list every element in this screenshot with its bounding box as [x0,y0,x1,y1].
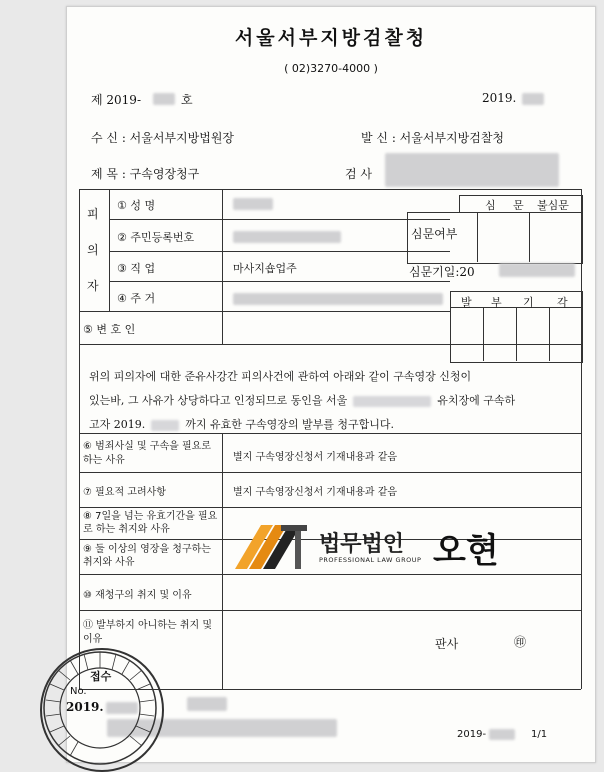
suspect-side-label-3: 자 [87,279,99,293]
redacted-stamp-date [106,702,138,714]
footer-page: 1/1 [531,729,548,740]
request-line-3-start: 고자 2019. [89,418,146,431]
redacted-hearing-date [499,263,575,277]
issue-header-3: 기 [523,296,534,309]
doc-number-suffix: 호 [181,93,193,107]
redacted-rrn [233,231,341,243]
redacted-footer-number [489,729,515,740]
firm-subtitle: PROFESSIONAL LAW GROUP [319,556,422,564]
agency-title: 서울서부지방검찰청 [234,27,428,49]
stamp-no-label: No. [70,686,87,697]
redacted-doc-number [153,93,175,105]
hearing-date-label: 심문기일:20 [409,265,475,279]
issue-header-2: 부 [491,296,502,309]
row-label-job: ③ 직 업 [117,262,156,275]
hearing-header-2: 문 [513,199,524,212]
suspect-side-label-2: 의 [87,243,99,257]
row-label-name: ① 성 명 [117,199,156,212]
receipt-stamp [40,648,164,772]
redacted-expiry-date [151,420,179,431]
suspect-side-label-1: 피 [87,207,99,221]
redacted-name [233,198,273,210]
recipient: 수 신 : 서울서부지방법원장 [91,131,234,145]
doc-date: 2019. [482,91,517,105]
lawyer-label: ⑤ 변 호 인 [83,323,136,336]
reason-label-9: ⑨ 둘 이상의 영장을 청구하는 취지와 사유 [83,544,211,568]
request-line-2-end: 유치장에 구속하 [437,394,516,407]
row-label-rrn: ② 주민등록번호 [117,231,195,244]
firm-name: 법무법인 [319,532,405,557]
job-value: 마사지숍업주 [233,262,297,275]
hearing-header-3: 불심문 [537,199,569,212]
request-line-3-end: 까지 유효한 구속영장의 발부를 청구합니다. [185,418,394,431]
footer-number: 2019- [457,729,487,740]
issue-header-1: 발 [461,296,472,309]
reason-label-11: ⑪ 발부하지 아니하는 취지 및 이유 [83,620,212,645]
reason-label-7: ⑦ 필요적 고려사항 [83,487,166,498]
reason-value-7: 별지 구속영장신청서 기재내용과 같음 [233,487,398,498]
redacted-date [522,93,544,105]
doc-number-prefix: 제 2019- [91,93,142,107]
redacted-police-station [353,396,431,407]
redacted-address [233,293,443,305]
judge-seal-mark: ㊞ [514,635,527,649]
stamp-year: 2019. [66,700,104,714]
row-label-address: ④ 주 거 [117,292,156,305]
request-paragraph [89,365,589,437]
stamp-label: 접수 [90,670,112,683]
judge-label: 판사 [435,637,459,651]
issue-header-4: 각 [557,296,568,309]
reason-label-10: ⑩ 재청구의 취지 및 이유 [83,590,192,601]
reason-value-6: 별지 구속영장신청서 기재내용과 같음 [233,452,398,463]
sender: 발 신 : 서울서부지방검찰청 [361,131,504,145]
reason-label-8: ⑧ 7일을 넘는 유효기간을 필요로 하는 취지와 사유 [83,511,218,535]
redacted-prosecutor-name [385,153,559,187]
redacted-footer-1 [187,697,227,711]
reason-label-6: ⑥ 범죄사실 및 구속을 필요로 하는 사유 [83,441,211,466]
subject: 제 목 : 구속영장청구 [91,167,200,181]
firm-brand: 오현 [433,531,499,571]
hearing-label: 심문여부 [411,227,458,241]
request-line-2: 있는바, 그 사유가 상당하다고 인정되므로 동인을 서울 [89,394,348,407]
request-line-1: 위의 피의자에 대한 준유사강간 피의사건에 관하여 아래와 같이 구속영장 신청이 [89,370,472,383]
hearing-header-1: 심 [485,199,496,212]
agency-phone: ( 02)3270-4000 ) [284,62,378,75]
prosecutor-label: 검 사 [345,167,372,181]
law-firm-logo-icon [233,519,309,571]
